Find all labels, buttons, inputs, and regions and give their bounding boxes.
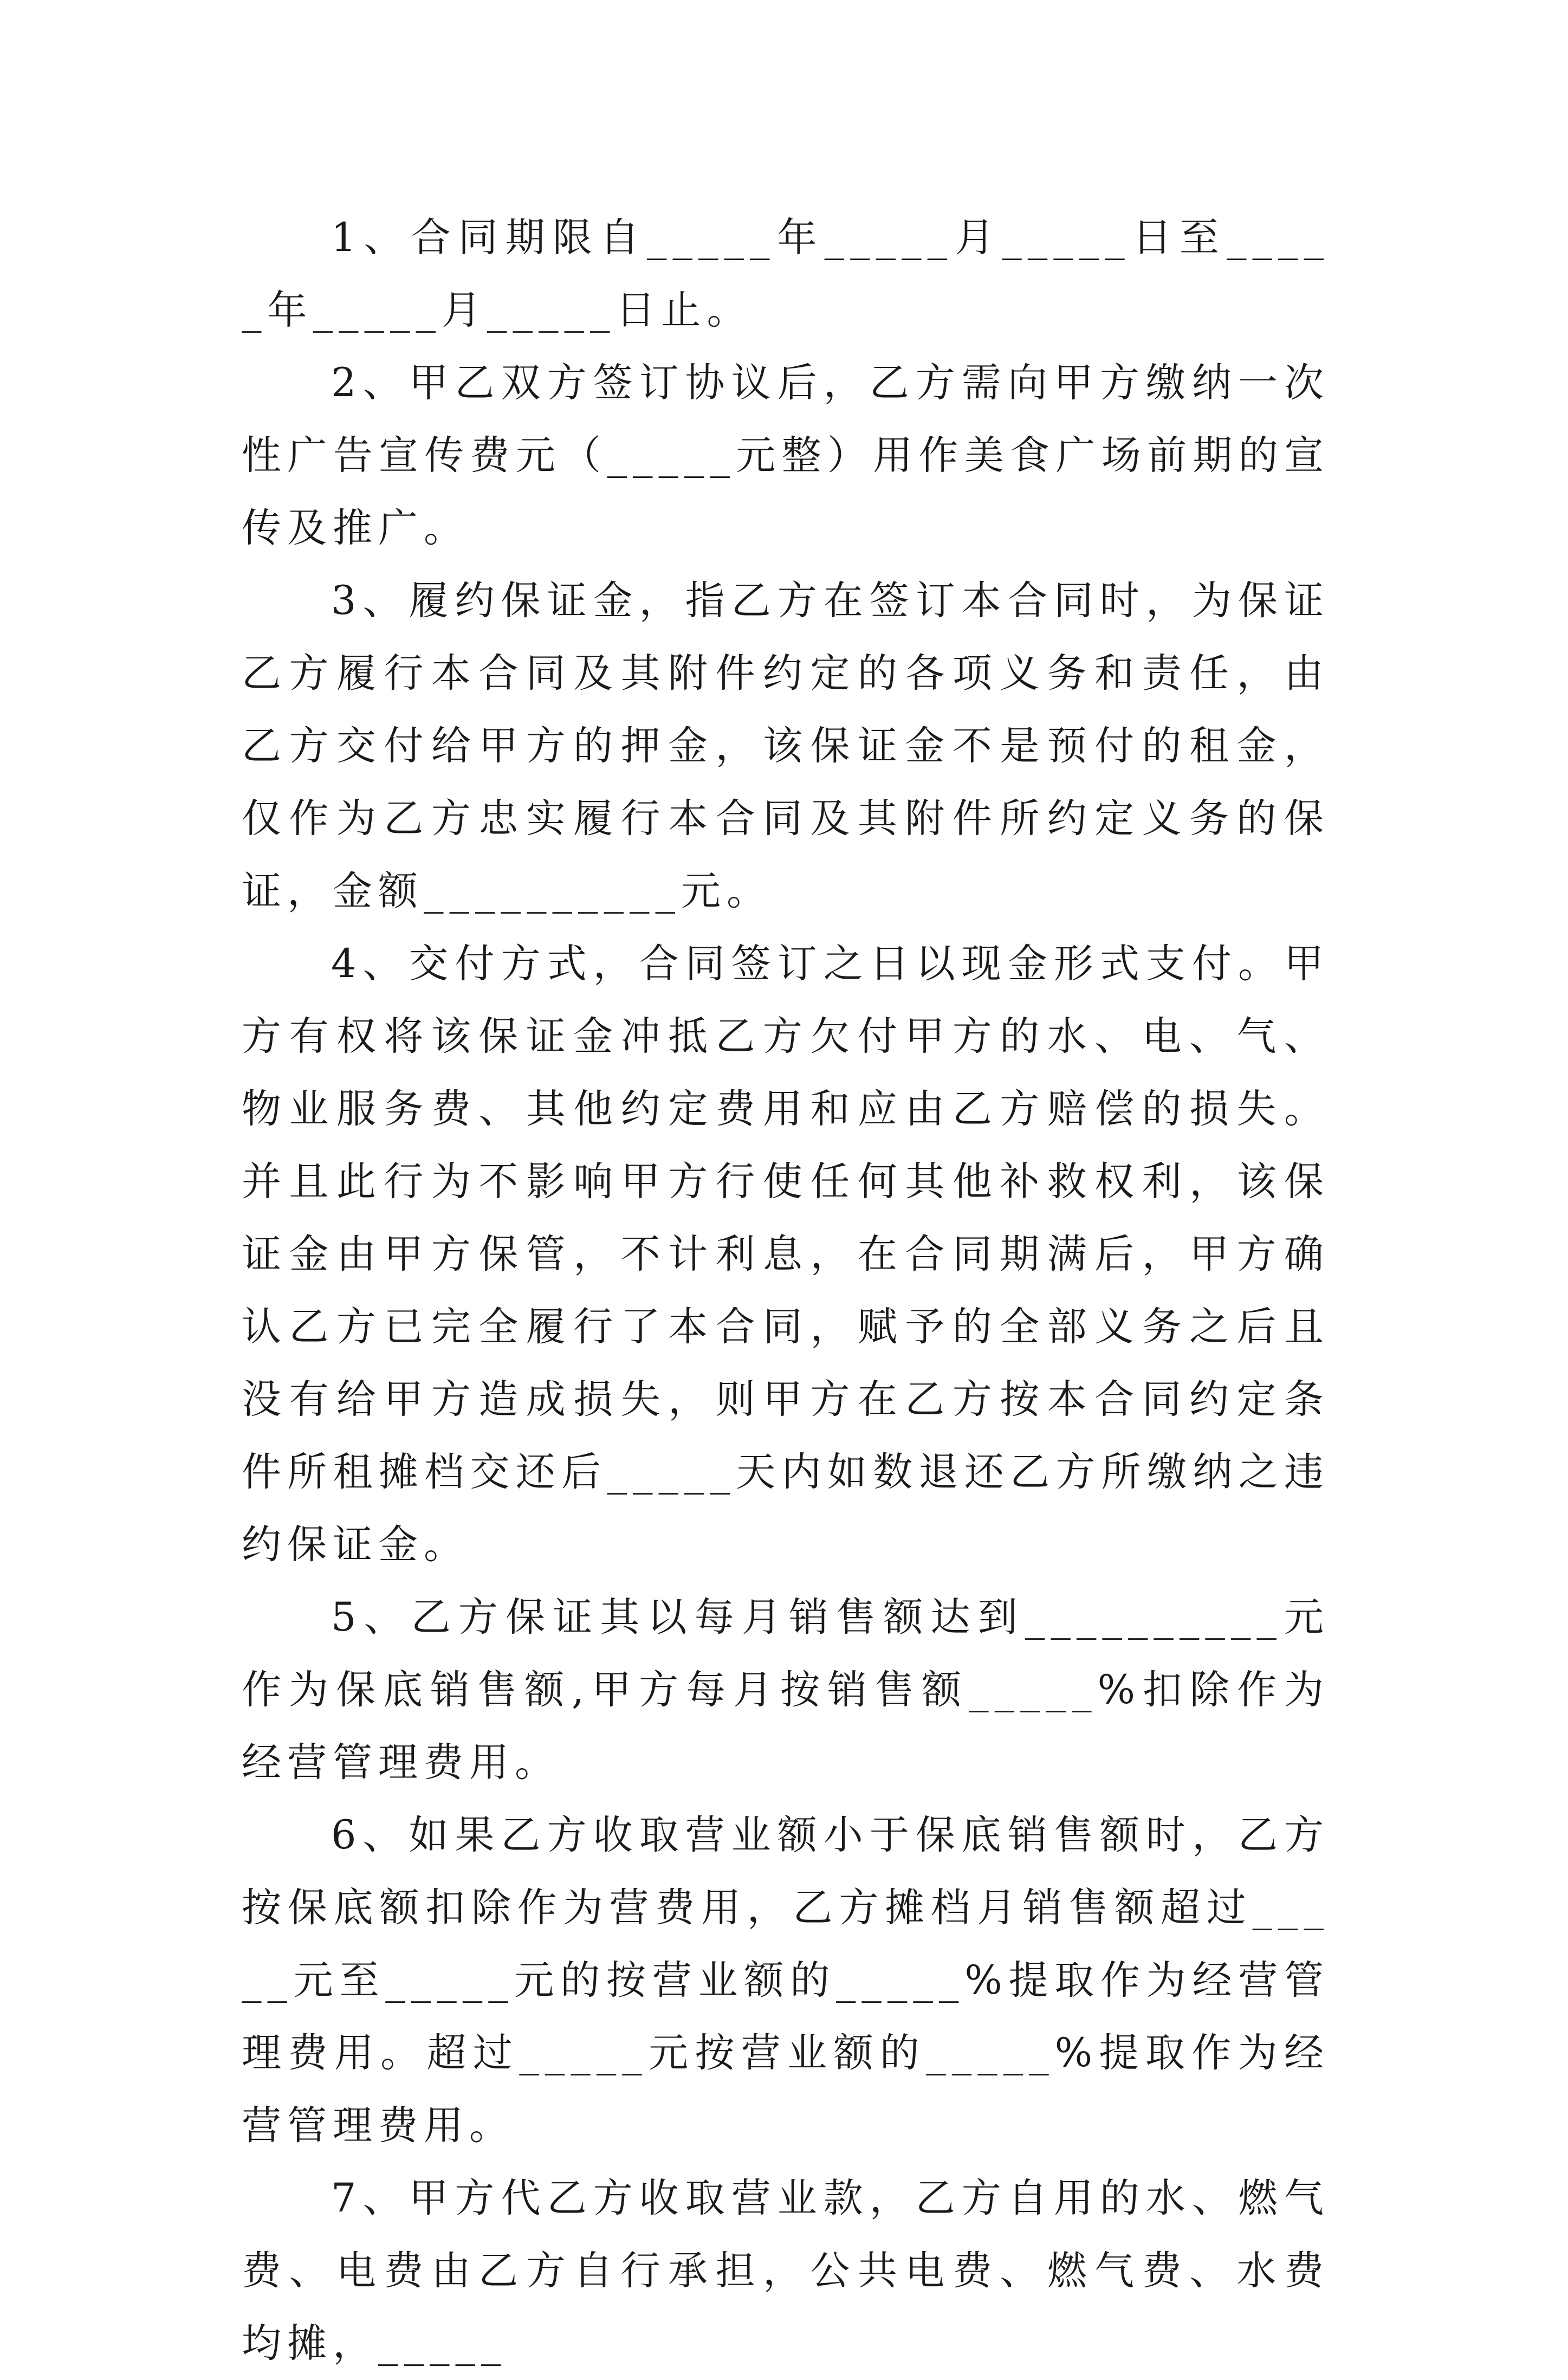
- clause-1-contract-term: 1、合同期限自_____年_____月_____日至_____年_____月_____日止。: [242, 215, 1330, 333]
- clause-4-payment-method: 4、交付方式，合同签订之日以现金形式支付。甲方有权将该保证金冲抵乙方欠付甲方的水、电、气、物业服务费、其他约定费用和应由乙方赔偿的损失。并且此行为不影响甲方行使任何其他补救权利，该保证金由甲方保管，不计利息，在合同期满后，甲方确认乙方已完全履行了本合同，赋予的全部义务之后且没有给甲方造成损失，则甲方在乙方按本合同约定条件所租摊档交还后_____天内如数退还乙方所缴纳之违约保证金。: [242, 941, 1330, 1568]
- clause-5-minimum-sales: 5、乙方保证其以每月销售额达到__________元作为保底销售额,甲方每月按销售额_____%扣除作为经营管理费用。: [242, 1594, 1330, 1786]
- clause-2-advertising-fee: 2、甲乙双方签订协议后，乙方需向甲方缴纳一次性广告宣传费元（_____元整）用作美食广场前期的宣传及推广。: [242, 360, 1330, 551]
- clause-7-revenue-collection: 7、甲方代乙方收取营业款，乙方自用的水、燃气费、电费由乙方自行承担，公共电费、燃气费、水费均摊，_____: [242, 2175, 1330, 2366]
- clause-6-management-fee-tiers: 6、如果乙方收取营业额小于保底销售额时，乙方按保底额扣除作为营费用，乙方摊档月销售额超过_____元至_____元的按营业额的_____%提取作为经营管理费用。超过_____元按营业额的_____%提取作为经营管理费用。: [242, 1812, 1330, 2149]
- document-body: [242, 202, 1330, 2380]
- clause-3-performance-deposit: 3、履约保证金，指乙方在签订本合同时，为保证乙方履行本合同及其附件约定的各项义务和责任，由乙方交付给甲方的押金，该保证金不是预付的租金，仅作为乙方忠实履行本合同及其附件所约定义务的保证，金额__________元。: [242, 578, 1330, 914]
